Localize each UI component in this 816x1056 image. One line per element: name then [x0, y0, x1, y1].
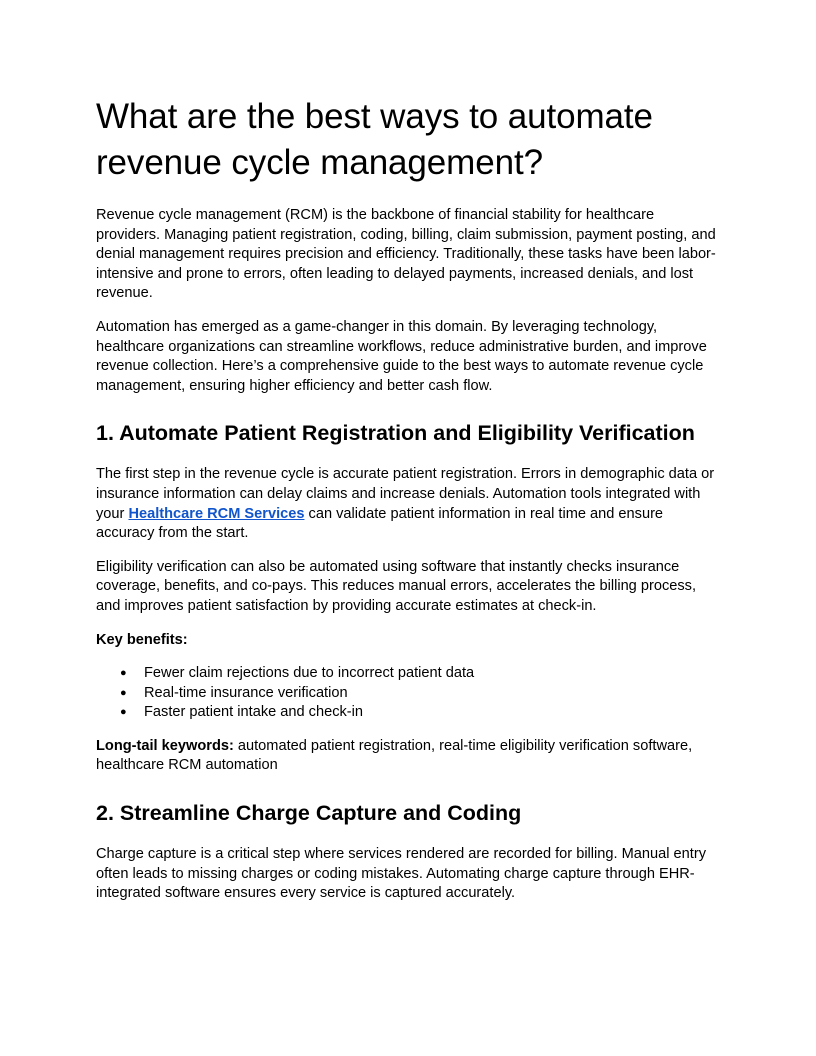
list-item	[96, 684, 722, 704]
document-title: What are the best ways to automate revenue cycle management?	[96, 97, 653, 182]
key-benefits-label: Key benefits:	[96, 631, 188, 648]
list-item	[96, 703, 722, 723]
intro-paragraph-2: Automation has emerged as a game-changer in this domain. By leveraging technology, healthcare organizations can streamline workflows, reduce administrative burden, and improve revenue collection. Here’s a comprehensive guide to the best ways to automate revenue cycle management, ensuring higher efficiency and better cash flow.	[96, 318, 707, 394]
long-tail-keywords-paragraph	[96, 737, 722, 776]
section-1-paragraph-1-text-before: The first step in the revenue cycle is accurate patient registration. Errors in demographic data or insurance information can delay claims and increase denials. Automation tools integrated with your	[96, 466, 715, 522]
key-benefits-list	[96, 664, 722, 723]
section-2-heading: 2. Streamline Charge Capture and Coding	[96, 801, 522, 826]
list-item-text: Faster patient intake and check-in	[144, 704, 364, 721]
bullet-icon: ●	[120, 667, 127, 680]
section-1-heading: 1. Automate Patient Registration and Eligibility Verification	[96, 421, 695, 446]
document-page	[96, 94, 722, 918]
healthcare-rcm-services-link[interactable]: Healthcare RCM Services	[128, 505, 305, 522]
list-item-text: Real-time insurance verification	[144, 684, 348, 701]
section-1-paragraph-2: Eligibility verification can also be automated using software that instantly checks insurance coverage, benefits, and co-pays. This reduces manual errors, accelerates the billing process, and improves patient satisfaction by providing accurate estimates at check-in.	[96, 558, 697, 614]
section-1-paragraph-1-text-after: can validate patient information in real time and ensure accuracy from the start.	[96, 505, 664, 542]
bullet-icon: ●	[120, 706, 127, 719]
section-2-paragraph-1: Charge capture is a critical step where services rendered are recorded for billing. Manual entry often leads to missing charges or coding mistakes. Automating charge capture through EHR-integrated software ensures every service is captured accurately.	[96, 846, 706, 902]
bullet-icon: ●	[120, 686, 127, 699]
long-tail-keywords-label: Long-tail keywords:	[96, 737, 234, 754]
list-item-text: Fewer claim rejections due to incorrect patient data	[144, 665, 475, 682]
intro-paragraph-1: Revenue cycle management (RCM) is the backbone of financial stability for healthcare providers. Managing patient registration, coding, billing, claim submission, payment posting, and denial management requires precision and efficiency. Traditionally, these tasks have been labor-intensive and prone to errors, often leading to delayed payments, increased denials, and lost revenue.	[96, 207, 716, 302]
list-item	[96, 664, 722, 684]
section-1-paragraph-1	[96, 465, 722, 543]
long-tail-keywords-text: automated patient registration, real-time eligibility verification software, healthcare RCM automation	[96, 737, 693, 774]
